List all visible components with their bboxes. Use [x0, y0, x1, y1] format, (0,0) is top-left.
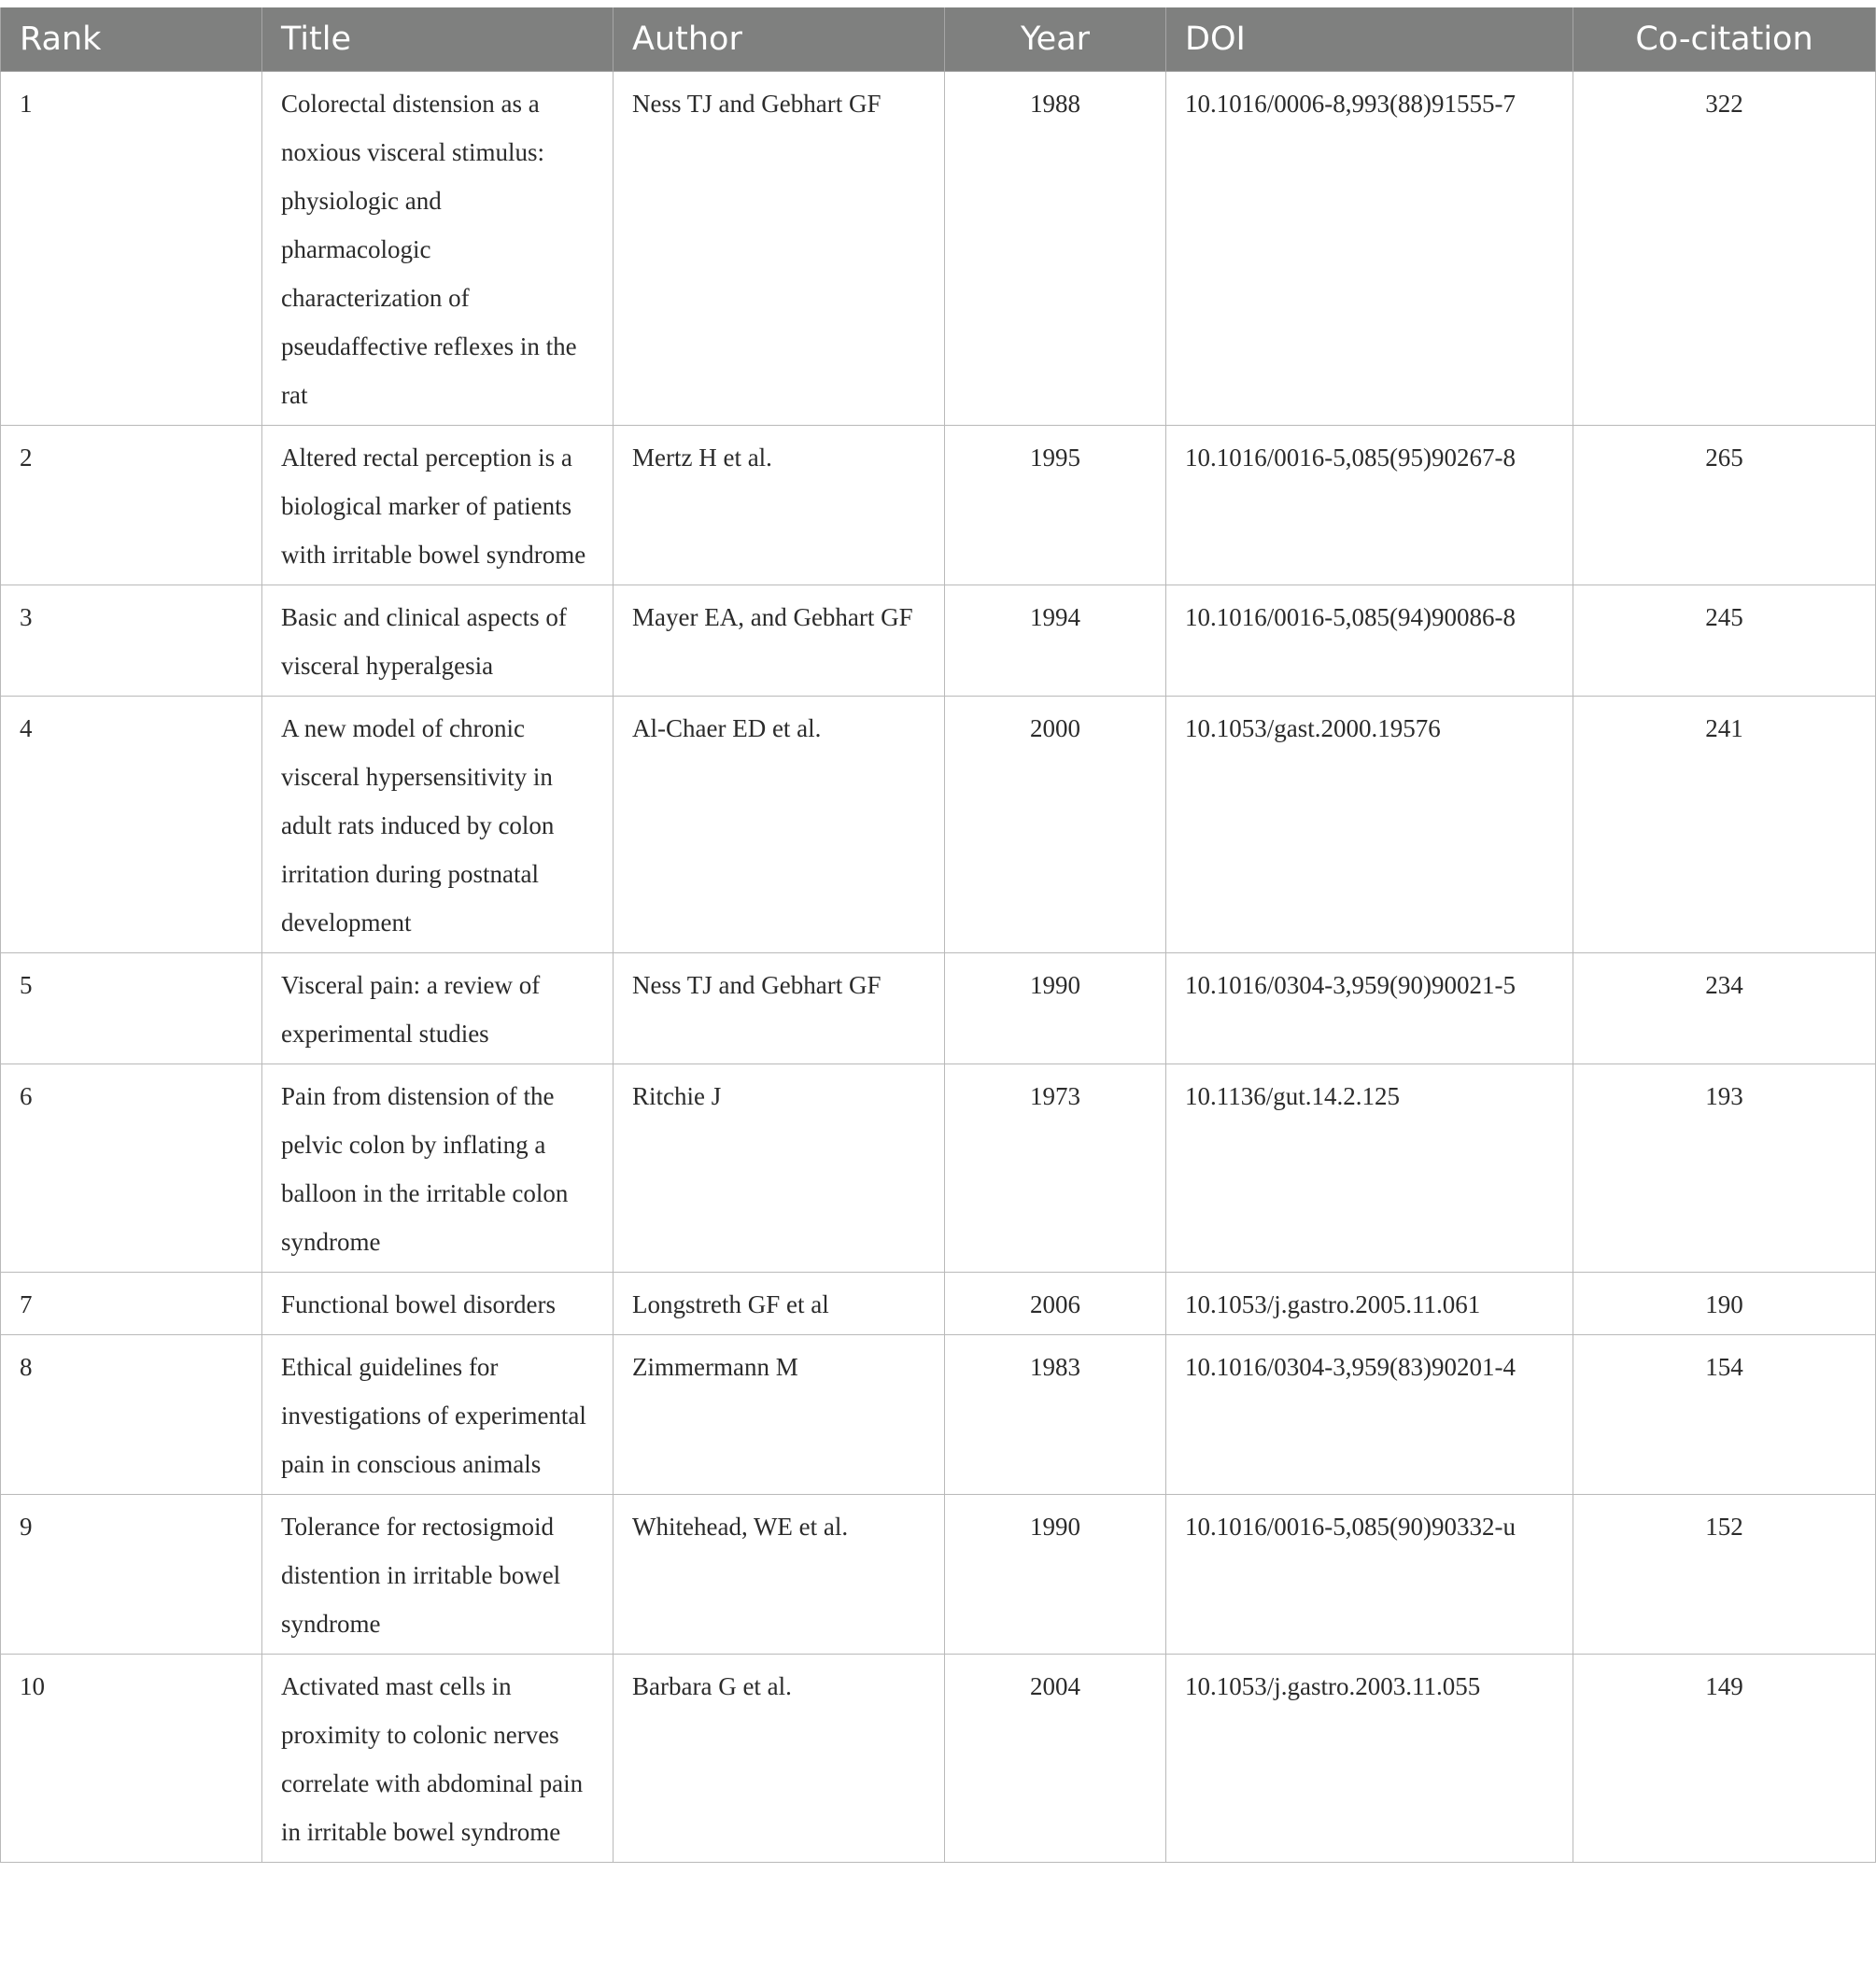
cell-cocitation: 234 [1573, 953, 1876, 1064]
cell-title: Colorectal distension as a noxious visceral stimulus: physiologic and pharmacologic characterization of pseudaffective reflexes in the rat [262, 72, 614, 426]
cell-author: Ritchie J [614, 1064, 945, 1273]
table-row [1, 426, 1876, 585]
cell-rank: 8 [1, 1335, 262, 1495]
cell-year: 1994 [945, 585, 1166, 697]
cell-author: Ness TJ and Gebhart GF [614, 72, 945, 426]
cell-year: 1995 [945, 426, 1166, 585]
cell-doi: 10.1136/gut.14.2.125 [1166, 1064, 1573, 1273]
cell-cocitation: 154 [1573, 1335, 1876, 1495]
cell-title: Pain from distension of the pelvic colon by inflating a balloon in the irritable colon syndrome [262, 1064, 614, 1273]
cell-year: 2006 [945, 1273, 1166, 1335]
cell-author: Zimmermann M [614, 1335, 945, 1495]
cell-cocitation: 322 [1573, 72, 1876, 426]
cell-title: Activated mast cells in proximity to colonic nerves correlate with abdominal pain in irritable bowel syndrome [262, 1655, 614, 1863]
cell-cocitation: 241 [1573, 697, 1876, 953]
cell-title: Altered rectal perception is a biological marker of patients with irritable bowel syndrome [262, 426, 614, 585]
cell-title: A new model of chronic visceral hypersensitivity in adult rats induced by colon irritation during postnatal development [262, 697, 614, 953]
cell-doi: 10.1016/0016-5,085(90)90332-u [1166, 1495, 1573, 1655]
cell-title: Basic and clinical aspects of visceral hyperalgesia [262, 585, 614, 697]
cell-rank: 2 [1, 426, 262, 585]
cell-year: 2000 [945, 697, 1166, 953]
cell-doi: 10.1016/0304-3,959(90)90021-5 [1166, 953, 1573, 1064]
cell-doi: 10.1016/0006-8,993(88)91555-7 [1166, 72, 1573, 426]
header-year: Year [945, 7, 1166, 72]
header-author: Author [614, 7, 945, 72]
header-cocitation: Co-citation [1573, 7, 1876, 72]
cell-author: Whitehead, WE et al. [614, 1495, 945, 1655]
co-citation-table [0, 7, 1876, 1863]
cell-year: 1990 [945, 953, 1166, 1064]
cell-rank: 3 [1, 585, 262, 697]
cell-cocitation: 193 [1573, 1064, 1876, 1273]
cell-doi: 10.1016/0016-5,085(95)90267-8 [1166, 426, 1573, 585]
cell-year: 1983 [945, 1335, 1166, 1495]
cell-title: Visceral pain: a review of experimental studies [262, 953, 614, 1064]
cell-doi: 10.1053/gast.2000.19576 [1166, 697, 1573, 953]
cell-cocitation: 190 [1573, 1273, 1876, 1335]
table-row [1, 953, 1876, 1064]
table-body [1, 72, 1876, 1863]
cell-doi: 10.1053/j.gastro.2005.11.061 [1166, 1273, 1573, 1335]
cell-cocitation: 265 [1573, 426, 1876, 585]
cell-author: Mayer EA, and Gebhart GF [614, 585, 945, 697]
cell-rank: 10 [1, 1655, 262, 1863]
cell-cocitation: 149 [1573, 1655, 1876, 1863]
cell-title: Tolerance for rectosigmoid distention in irritable bowel syndrome [262, 1495, 614, 1655]
cell-doi: 10.1016/0304-3,959(83)90201-4 [1166, 1335, 1573, 1495]
cell-author: Ness TJ and Gebhart GF [614, 953, 945, 1064]
cell-rank: 7 [1, 1273, 262, 1335]
cell-rank: 5 [1, 953, 262, 1064]
cell-cocitation: 152 [1573, 1495, 1876, 1655]
table-row [1, 1495, 1876, 1655]
cell-year: 1988 [945, 72, 1166, 426]
cell-rank: 6 [1, 1064, 262, 1273]
cell-author: Barbara G et al. [614, 1655, 945, 1863]
cell-title: Ethical guidelines for investigations of experimental pain in conscious animals [262, 1335, 614, 1495]
table-header [1, 7, 1876, 72]
table-row [1, 585, 1876, 697]
cell-rank: 1 [1, 72, 262, 426]
cell-year: 1973 [945, 1064, 1166, 1273]
header-doi: DOI [1166, 7, 1573, 72]
table-row [1, 1064, 1876, 1273]
cell-doi: 10.1016/0016-5,085(94)90086-8 [1166, 585, 1573, 697]
header-rank: Rank [1, 7, 262, 72]
table-row [1, 697, 1876, 953]
cell-rank: 4 [1, 697, 262, 953]
header-row [1, 7, 1876, 72]
table-row [1, 1335, 1876, 1495]
table-row [1, 1273, 1876, 1335]
header-title: Title [262, 7, 614, 72]
cell-cocitation: 245 [1573, 585, 1876, 697]
cell-author: Al-Chaer ED et al. [614, 697, 945, 953]
table-row [1, 1655, 1876, 1863]
cell-year: 2004 [945, 1655, 1166, 1863]
cell-author: Mertz H et al. [614, 426, 945, 585]
cell-rank: 9 [1, 1495, 262, 1655]
table-row [1, 72, 1876, 426]
cell-author: Longstreth GF et al [614, 1273, 945, 1335]
cell-year: 1990 [945, 1495, 1166, 1655]
cell-title: Functional bowel disorders [262, 1273, 614, 1335]
cell-doi: 10.1053/j.gastro.2003.11.055 [1166, 1655, 1573, 1863]
